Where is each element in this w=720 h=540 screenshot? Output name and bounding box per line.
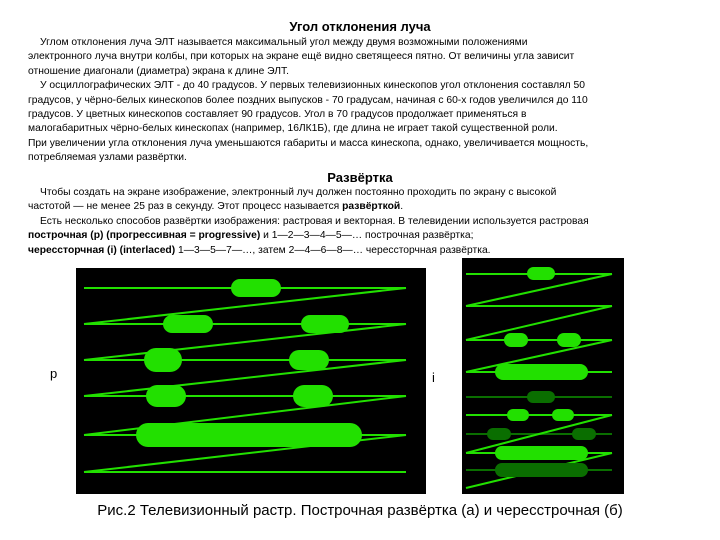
- text-line: малогабаритных чёрно-белых кинескопах (например, 16ЛК1Б), где длина не играет такой существенной роли.: [28, 123, 558, 135]
- screen-background: [76, 268, 426, 494]
- term-razvertka: развёрткой: [342, 201, 401, 213]
- section-title-deflection: Угол отклонения луча: [289, 19, 431, 34]
- text-line: потребляемая узлами развёртки.: [28, 152, 187, 164]
- interlaced-raster-figure: [462, 258, 624, 494]
- text-line: У осциллографических ЭЛТ - до 40 градусов. У первых телевизионных кинескопов угол отклонения составлял 50: [40, 80, 585, 92]
- deflection-text: [28, 36, 700, 166]
- term-progressive: построчная (p) (прогрессивная = progressive): [28, 230, 261, 242]
- text-line: электронного луча внутри колбы, при которых на экране ещё видно светящееся пятно. От величины угла зависит: [28, 51, 575, 63]
- text-span: частотой — не менее 25 раз в секунду. Этот процесс называется: [28, 201, 343, 213]
- text-line: [28, 200, 700, 214]
- text-span: и 1—2—3—4—5—… построчная развёртка;: [260, 230, 474, 242]
- progressive-raster-figure: [76, 268, 426, 494]
- text-line: градусов. У цветных кинескопов составляет 90 градусов. Угол в 70 градусов продолжает применяться в: [28, 109, 527, 121]
- text-span: .: [400, 201, 404, 213]
- term-interlaced: черессторчная (i) (interlaced): [28, 244, 176, 256]
- label-interlaced: i: [432, 370, 435, 385]
- scan-text: [28, 186, 700, 258]
- text-line: градусов, у чёрно-белых кинескопов более поздних выпусков - 70 градусам, начиная с 60-х годов увеличился до 110: [28, 94, 588, 106]
- text-line: При увеличении угла отклонения луча уменьшаются габариты и масса кинескопа, однако, увеличивается мощность,: [28, 137, 589, 149]
- text-line: отношение диагонали (диаметра) экрана к длине ЭЛТ.: [28, 65, 289, 77]
- text-line: [28, 244, 700, 258]
- label-progressive: p: [50, 366, 58, 381]
- text-line: [28, 229, 700, 243]
- text-line: Чтобы создать на экране изображение, электронный луч должен постоянно проходить по экрану с высокой: [40, 187, 557, 198]
- section-title-scan: Развёртка: [327, 170, 393, 185]
- text-line: Углом отклонения луча ЭЛТ называется максимальный угол между двумя возможными положениями: [40, 37, 528, 48]
- text-line: Есть несколько способов развёртки изображения: растровая и векторная. В телевидении используется растровая: [40, 215, 589, 227]
- text-span: 1—3—5—7—…, затем 2—4—6—8—… черессторчная развёртка.: [175, 244, 491, 256]
- figure-caption: Рис.2 Телевизионный растр. Построчная развёртка (а) и чересстрочная (б): [97, 502, 623, 519]
